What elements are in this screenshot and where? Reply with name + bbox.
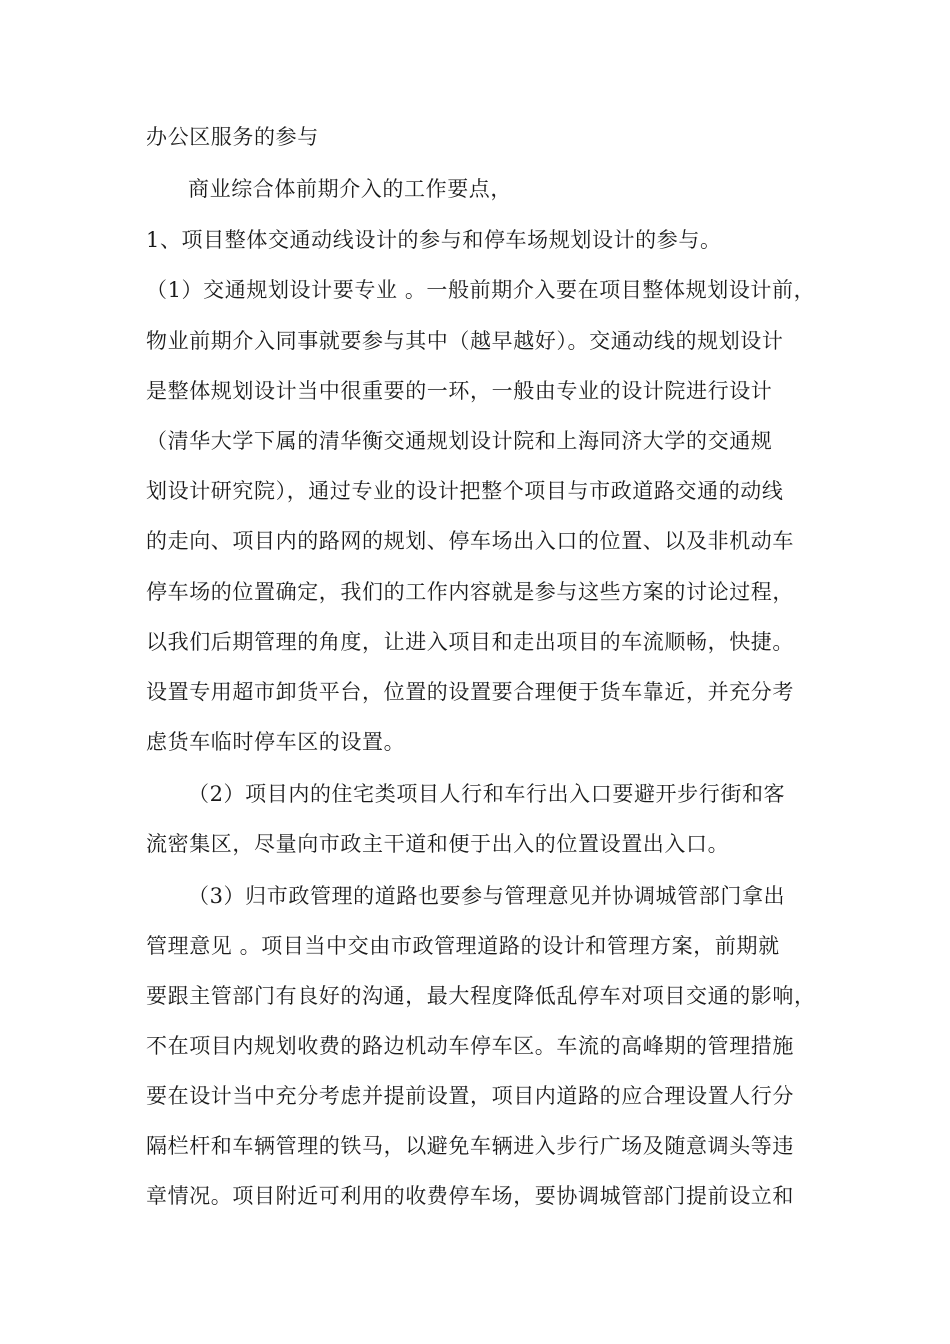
text-line: 是整体规划设计当中很重要的一环，一般由专业的设计院进行设计 xyxy=(146,379,773,403)
text-line: 办公区服务的参与 xyxy=(146,125,319,149)
text-line: （1）交通规划设计要专业 。一般前期介入要在项目整体规划设计前， xyxy=(146,278,816,302)
text-line: 虑货车临时停车区的设置。 xyxy=(146,730,406,754)
text-line: 以我们后期管理的角度，让进入项目和走出项目的车流顺畅，快捷。 xyxy=(146,630,794,654)
text-line: 商业综合体前期介入的工作要点， xyxy=(188,177,512,201)
text-line: 的走向、项目内的路网的规划、停车场出入口的位置、以及非机动车 xyxy=(146,529,794,553)
text-line: 流密集区，尽量向市政主干道和便于出入的位置设置出入口。 xyxy=(146,832,730,856)
text-line: （清华大学下属的清华衡交通规划设计院和上海同济大学的交通规 xyxy=(146,429,773,453)
section-heading: 1、项目整体交通动线设计的参与和停车场规划设计的参与。 xyxy=(146,228,722,252)
text-line: 隔栏杆和车辆管理的铁马，以避免车辆进入步行广场及随意调头等违 xyxy=(146,1134,794,1158)
text-line: 设置专用超市卸货平台，位置的设置要合理便于货车靠近，并充分考 xyxy=(146,680,794,704)
text-line: 要在设计当中充分考虑并提前设置，项目内道路的应合理设置人行分 xyxy=(146,1084,794,1108)
text-line: 章情况。项目附近可利用的收费停车场，要协调城管部门提前设立和 xyxy=(146,1184,794,1208)
text-line: （2）项目内的住宅类项目人行和车行出入口要避开步行街和客 xyxy=(188,782,786,806)
text-line: 划设计研究院），通过专业的设计把整个项目与市政道路交通的动线 xyxy=(146,479,784,503)
text-line: 停车场的位置确定，我们的工作内容就是参与这些方案的讨论过程， xyxy=(146,580,794,604)
text-line: 管理意见 。项目当中交由市政管理道路的设计和管理方案，前期就 xyxy=(146,934,780,958)
text-line: （3）归市政管理的道路也要参与管理意见并协调城管部门拿出 xyxy=(188,884,786,908)
text-line: 要跟主管部门有良好的沟通，最大程度降低乱停车对项目交通的影响， xyxy=(146,984,816,1008)
text-line: 不在项目内规划收费的路边机动车停车区。车流的高峰期的管理措施 xyxy=(146,1034,794,1058)
text-line: 物业前期介入同事就要参与其中（越早越好）。交通动线的规划设计 xyxy=(146,329,784,353)
